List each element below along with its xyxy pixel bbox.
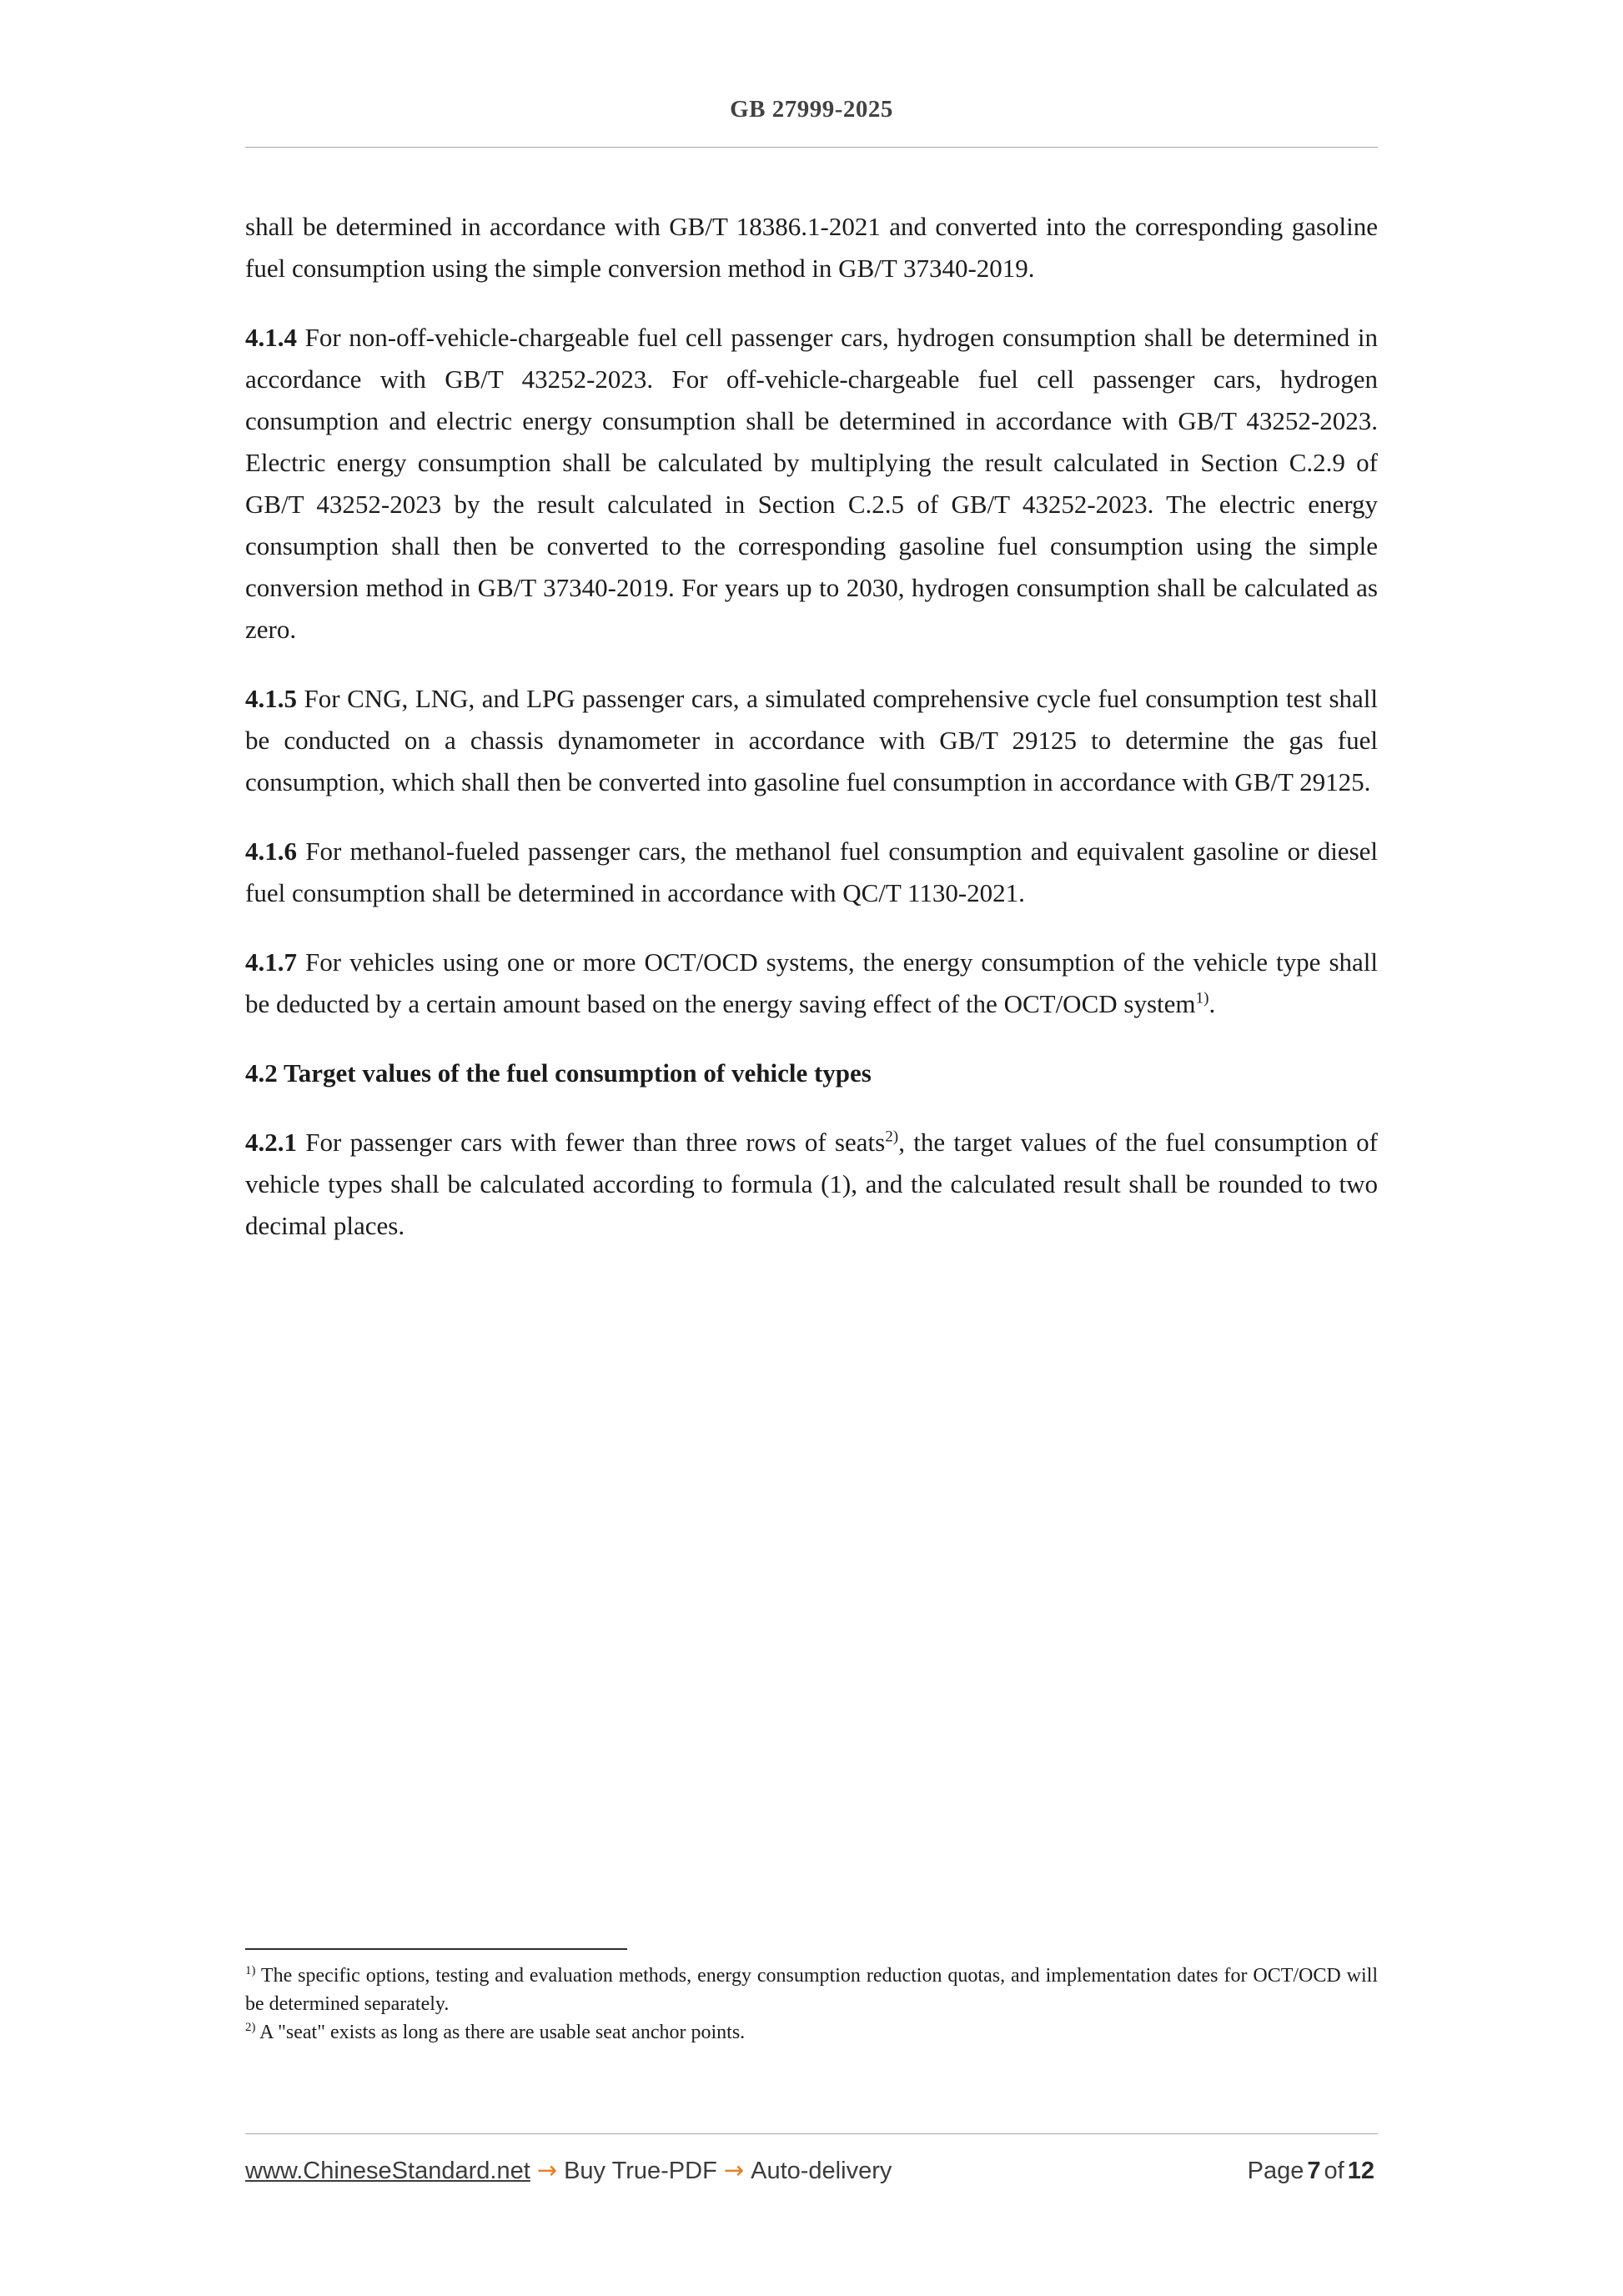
doc-number: GB 27999-2025 [730,96,893,123]
page-label: Page [1247,2158,1304,2184]
paragraph-continuation [245,206,1378,289]
clause-number: 4.1.5 [245,684,297,713]
paragraph-4-1-6 [245,831,1378,914]
arrow-icon: → [723,2156,745,2184]
paragraph-text: For CNG, LNG, and LPG passenger cars, a simulated comprehensive cycle fuel consumption test shall be conducted on a chassis dynamometer in accordance with GB/T 29125 to determine the gas fuel consumption, which shall then be converted into gasoline fuel consumption in accordance with GB/T 29125. [245,684,1378,796]
auto-delivery-label: Auto-delivery [751,2158,892,2184]
page-total: 12 [1347,2158,1374,2184]
footnote-reference-1: 1) [1195,989,1209,1007]
footer-divider [245,2133,1378,2134]
paragraph-text: For passenger cars with fewer than three rows of seats [297,1128,886,1157]
header-divider [245,147,1378,148]
buy-true-pdf-label: Buy True-PDF [564,2158,717,2184]
paragraph-text: shall be determined in accordance with GB/T 18386.1-2021 and converted into the corresponding gasoline fuel consumption using the simple conversion method in GB/T 37340-2019. [245,212,1378,283]
paragraph-text-tail: . [1208,989,1216,1018]
footnote-text: The specific options, testing and evaluation methods, energy consumption reduction quotas, and implementation dates for OCT/OCD will be determined separately. [245,1965,1378,2015]
footnotes-section [245,1948,1378,2047]
page-indicator [1248,2158,1378,2185]
footnote-marker: 2) [245,2021,256,2034]
site-link[interactable]: www.ChineseStandard.net [245,2158,530,2184]
of-label: of [1324,2158,1344,2184]
section-heading-4-2: 4.2 Target values of the fuel consumption of vehicle types [245,1058,872,1088]
paragraph-4-1-4 [245,317,1378,651]
paragraph-text: For methanol-fueled passenger cars, the methanol fuel consumption and equivalent gasoline or diesel fuel consumption shall be determined in accordance with QC/T 1130-2021. [245,837,1378,907]
paragraph-text: For non-off-vehicle-chargeable fuel cell passenger cars, hydrogen consumption shall be determined in accordance with GB/T 43252-2023. For off-vehicle-chargeable fuel cell passenger cars, hydrogen consumption and electric energy consumption shall be determined in accordance with GB/T 43252-2023. Electric energy consumption shall be calculated by multiplying the result calculated in Section C.2.9 of GB/T 43252-2023 by the result calculated in Section C.2.5 of GB/T 43252-2023. The electric energy consumption shall then be converted to the corresponding gasoline fuel consumption using the simple conversion method in GB/T 37340-2019. For years up to 2030, hydrogen consumption shall be calculated as zero. [245,323,1378,644]
page-footer [245,2133,1378,2185]
clause-number: 4.1.7 [245,947,297,977]
footnote-1 [245,1962,1378,2018]
paragraph-4-1-7 [245,942,1378,1025]
page-content [245,0,1378,1247]
page-header [245,93,1378,148]
page-current: 7 [1307,2158,1321,2184]
paragraph-text: For vehicles using one or more OCT/OCD systems, the energy consumption of the vehicle type shall be deducted by a certain amount based on the energy saving effect of the OCT/OCD system [245,947,1378,1018]
footnote-reference-2: 2) [885,1128,899,1146]
footnote-marker: 1) [245,1964,256,1977]
clause-number: 4.1.6 [245,837,297,866]
footnote-divider [245,1948,627,1950]
footnote-2 [245,2018,1378,2047]
paragraph-text-tail: , the target values of the fuel consumption of vehicle types shall be calculated according to formula (1), and the calculated result shall be rounded to two decimal places. [245,1128,1378,1240]
arrow-icon: → [536,2156,558,2184]
clause-number: 4.1.4 [245,323,297,352]
footer-row [245,2156,1378,2185]
paragraph-4-2-1 [245,1122,1378,1247]
footer-left [245,2156,892,2185]
footnote-text: A "seat" exists as long as there are usable seat anchor points. [255,2022,746,2043]
paragraph-4-1-5 [245,678,1378,803]
clause-number: 4.2.1 [245,1128,297,1157]
document-body [245,206,1378,1247]
